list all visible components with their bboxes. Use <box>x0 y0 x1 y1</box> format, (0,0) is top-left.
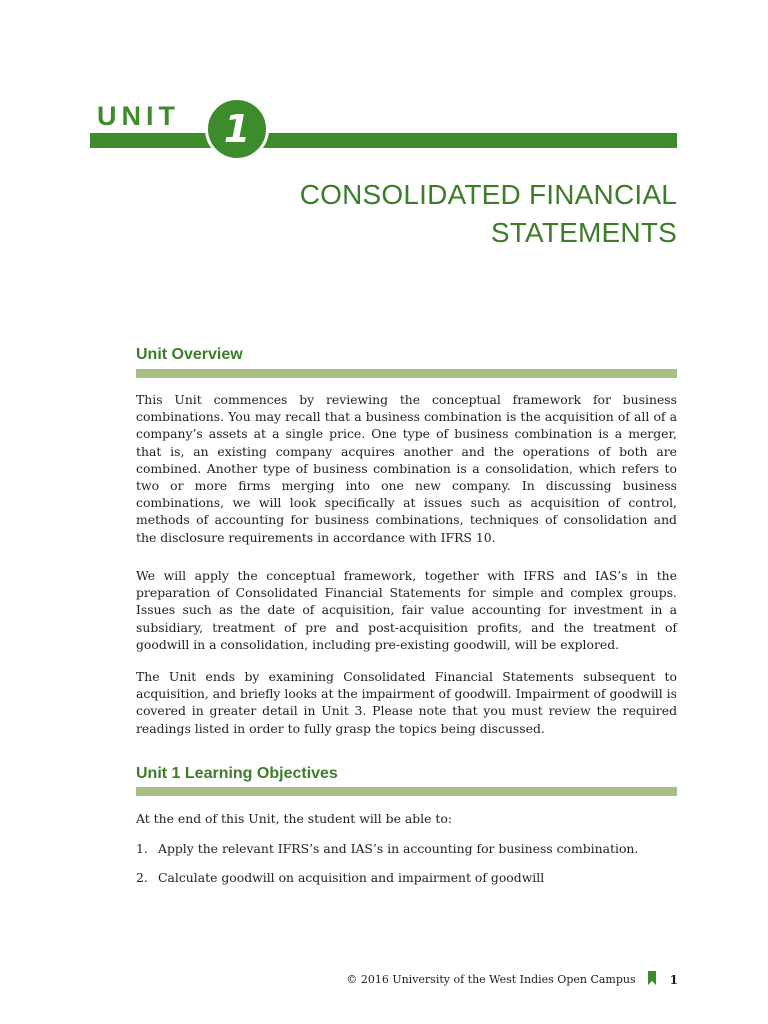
overview-rule <box>136 369 677 378</box>
objectives-rule <box>136 787 677 796</box>
unit-number: 1 <box>223 107 251 151</box>
objective-text: Apply the relevant IFRS’s and IAS’s in accounting for business combination. <box>158 841 639 856</box>
overview-paragraph-2: We will apply the conceptual framework, together with IFRS and IAS’s in the preparation of Consolidated Financial Statements for simple and complex groups. Issues such as the date of acquisition, fair value accounting for investment in a subsidiary, treatment of pre and post-acquisition profits, and the treatment of goodwill in a consolidation, including pre-existing goodwill, will be explored. <box>136 568 677 652</box>
document-title-line-2: STATEMENTS <box>490 217 677 248</box>
objectives-intro: At the end of this Unit, the student will be able to: <box>136 811 453 826</box>
overview-heading: Unit Overview <box>136 346 243 363</box>
objectives-heading: Unit 1 Learning Objectives <box>136 765 338 782</box>
unit-number-badge <box>205 97 269 161</box>
bookmark-icon <box>648 971 656 988</box>
footer-copyright: © 2016 University of the West Indies Open Campus <box>346 973 636 986</box>
document-title <box>177 176 677 252</box>
overview-paragraph-1: This Unit commences by reviewing the conceptual framework for business combinations. You may recall that a business combination is the acquisition of all of a company’s assets at a single price. One type of business combination is a merger, that is, an existing company acquires another and the operations of both are combined. Another type of business combination is a consolidation, which refers to two or more firms merging into one new company. In discussing business combinations, we will look specifically at issues such as acquisition of control, methods of accounting for business combinations, techniques of consolidation and the disclosure requirements in accordance with IFRS 10. <box>136 392 677 545</box>
unit-bar-right <box>262 133 677 148</box>
objective-number: 1. <box>136 841 148 856</box>
page-footer <box>346 971 678 988</box>
unit-header <box>0 95 768 165</box>
document-title-line-1: CONSOLIDATED FINANCIAL <box>299 179 677 210</box>
objective-number: 2. <box>136 870 148 885</box>
overview-paragraph-3: The Unit ends by examining Consolidated Financial Statements subsequent to acquisition, and briefly looks at the impairment of goodwill. Impairment of goodwill is covered in greater detail in Unit 3. Please note that you must review the required readings listed in order to fully grasp the topics being discussed. <box>136 669 677 736</box>
unit-label: UNIT <box>97 101 180 131</box>
objective-text: Calculate goodwill on acquisition and impairment of goodwill <box>158 870 545 885</box>
page-number: 1 <box>669 972 678 987</box>
unit-bar-left <box>90 133 215 148</box>
